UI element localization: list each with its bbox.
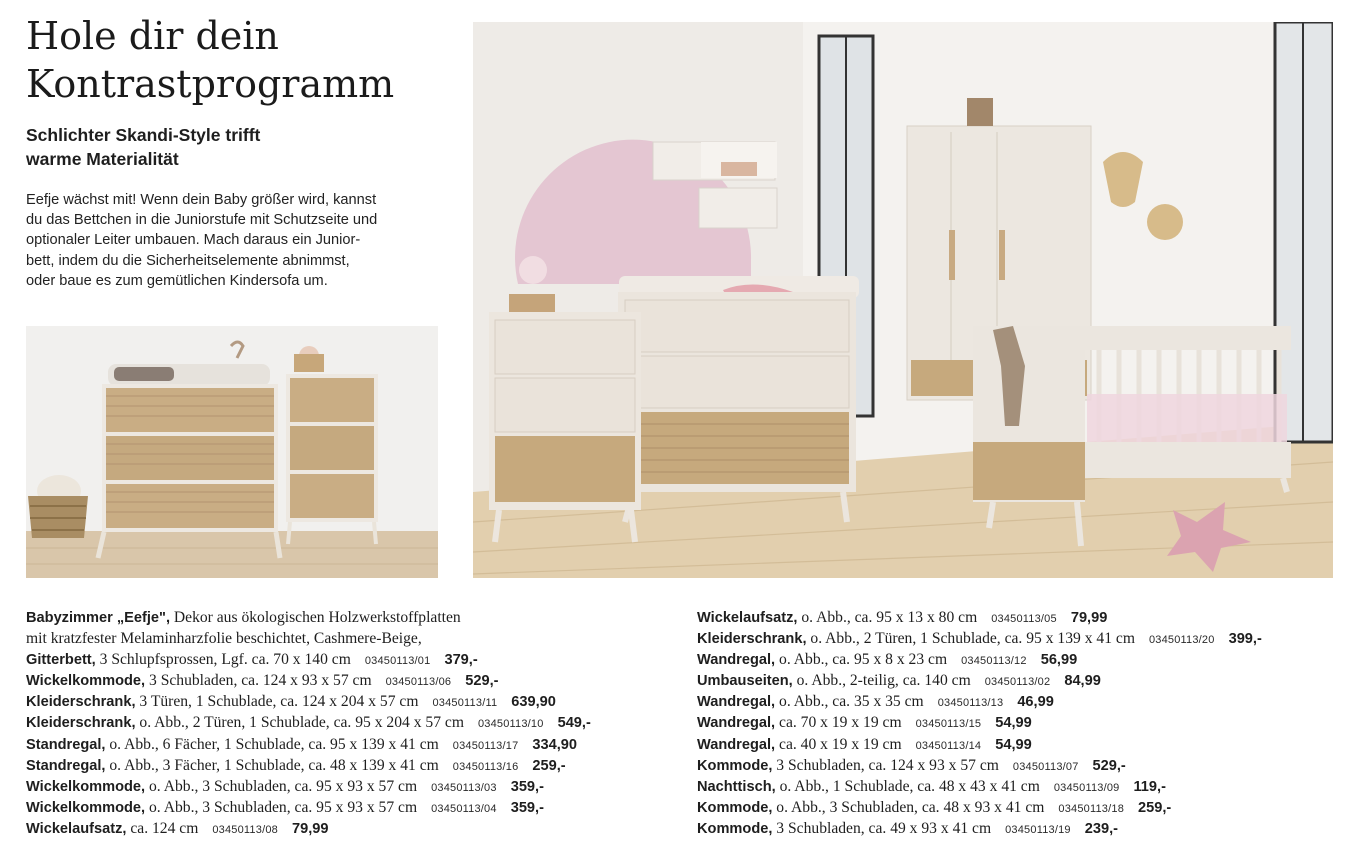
product-price: 529,-: [465, 673, 499, 690]
product-row: [697, 755, 1337, 776]
product-name: Wandregal,: [697, 652, 776, 669]
product-list-right: [697, 607, 1337, 839]
product-code: 03450113/12: [961, 655, 1027, 668]
collection-description-2: mit kratzfester Melaminharzfolie beschichtet, Cashmere-Beige,: [26, 630, 422, 648]
product-price: 549,-: [557, 715, 591, 732]
product-code: 03450113/07: [1012, 760, 1079, 773]
product-row: [26, 670, 676, 691]
product-code: 03450113/02: [984, 676, 1051, 689]
product-desc: ca. 70 x 19 x 19 cm: [775, 714, 902, 732]
intro-line: bett, indem du die Sicherheitselemente abnimmst,: [26, 252, 350, 269]
intro-line: optionaler Leiter umbauen. Mach daraus ein Junior-: [26, 232, 361, 249]
product-name: Kommode,: [697, 799, 773, 816]
product-desc: o. Abb., ca. 35 x 35 cm: [775, 693, 924, 711]
product-name: Kleiderschrank,: [26, 715, 136, 732]
product-price: 529,-: [1092, 757, 1126, 774]
product-name: Nachttisch,: [697, 778, 776, 795]
product-row: [697, 649, 1337, 670]
product-code: 03450113/13: [937, 697, 1004, 710]
product-price: 119,-: [1133, 778, 1166, 795]
collection-name: Babyzimmer „Eefje",: [26, 610, 170, 626]
product-name: Wickelkommode,: [26, 799, 146, 816]
product-desc: o. Abb., 3 Schubladen, ca. 95 x 93 x 57 cm: [145, 777, 418, 795]
product-code: 03450113/05: [991, 613, 1057, 625]
subheadline-line-1: Schlichter Skandi-Style trifft: [26, 125, 261, 145]
product-code: 03450113/17: [452, 739, 519, 752]
product-name: Wandregal,: [697, 736, 776, 753]
headline-line-1: Hole dir dein: [26, 14, 279, 58]
product-name: Standregal,: [26, 757, 106, 774]
product-name: Wickelkommode,: [26, 673, 146, 690]
collection-description-line: [26, 628, 676, 649]
product-price: 56,99: [1040, 652, 1078, 669]
product-name: Kommode,: [697, 820, 773, 837]
product-desc: o. Abb., 1 Schublade, ca. 48 x 43 x 41 cm: [775, 777, 1040, 795]
product-code: 03450113/15: [915, 718, 982, 731]
product-code: 03450113/14: [915, 739, 982, 752]
product-row: [697, 734, 1337, 755]
product-photo-dressers: [26, 326, 438, 578]
product-name: Kleiderschrank,: [697, 631, 807, 648]
subheadline-line-2: warme Materialität: [26, 149, 179, 169]
product-photo-nursery-room: [473, 22, 1333, 578]
product-desc: o. Abb., 3 Schubladen, ca. 48 x 93 x 41 cm: [772, 798, 1045, 816]
product-code: 03450113/01: [364, 655, 431, 668]
product-code: 03450113/20: [1148, 634, 1215, 647]
collection-description: Dekor aus ökologischen Holzwerkstoffplatten: [170, 609, 461, 626]
product-code: 03450113/06: [385, 676, 452, 689]
product-desc: o. Abb., 2-teilig, ca. 140 cm: [792, 672, 971, 690]
product-row: [697, 818, 1337, 839]
product-price: 334,90: [532, 736, 578, 753]
product-row: [697, 797, 1337, 818]
product-name: Umbauseiten,: [697, 673, 793, 690]
dressers-illustration: [26, 326, 438, 578]
intro-text: [26, 190, 446, 291]
product-code: 03450113/08: [212, 823, 278, 836]
product-desc: 3 Schubladen, ca. 124 x 93 x 57 cm: [145, 672, 372, 690]
product-row: [697, 712, 1337, 733]
collection-heading: [26, 607, 676, 628]
product-row: [697, 607, 1337, 628]
intro-line: oder baue es zum gemütlichen Kindersofa um.: [26, 272, 328, 289]
product-price: 79,99: [1070, 610, 1108, 626]
product-row: [26, 818, 676, 839]
product-price: 359,-: [510, 778, 544, 795]
product-row: [26, 649, 676, 670]
product-price: 79,99: [291, 820, 329, 837]
product-desc: o. Abb., 2 Türen, 1 Schublade, ca. 95 x 139 x 41 cm: [806, 630, 1135, 648]
product-row: [26, 755, 676, 776]
product-desc: o. Abb., 2 Türen, 1 Schublade, ca. 95 x 204 x 57 cm: [135, 714, 464, 732]
product-code: 03450113/09: [1053, 781, 1120, 794]
product-price: 639,90: [511, 694, 556, 711]
product-desc: o. Abb., 6 Fächer, 1 Schublade, ca. 95 x 139 x 41 cm: [105, 735, 439, 753]
product-price: 84,99: [1064, 673, 1101, 690]
product-desc: ca. 124 cm: [126, 819, 199, 837]
product-name: Gitterbett,: [26, 652, 96, 669]
product-name: Wickelaufsatz,: [697, 610, 798, 626]
product-name: Wandregal,: [697, 694, 776, 711]
product-row: [26, 691, 676, 712]
product-desc: 3 Schubladen, ca. 49 x 93 x 41 cm: [772, 819, 992, 837]
subheadline: [26, 123, 446, 171]
product-row: [26, 712, 676, 733]
product-row: [26, 776, 676, 797]
product-price: 54,99: [995, 736, 1032, 753]
product-price: 54,99: [995, 715, 1032, 732]
product-desc: 3 Schlupfsprossen, Lgf. ca. 70 x 140 cm: [95, 651, 351, 669]
product-desc: 3 Schubladen, ca. 124 x 93 x 57 cm: [772, 756, 999, 774]
product-price: 46,99: [1017, 694, 1054, 711]
intro-line: Eefje wächst mit! Wenn dein Baby größer wird, kannst: [26, 192, 377, 208]
product-price: 259,-: [532, 757, 566, 774]
product-price: 399,-: [1228, 631, 1262, 648]
product-code: 03450113/10: [477, 718, 544, 731]
product-name: Wickelaufsatz,: [26, 820, 127, 837]
product-code: 03450113/04: [431, 802, 497, 815]
product-code: 03450113/18: [1058, 802, 1125, 815]
product-row: [26, 734, 676, 755]
product-name: Wandregal,: [697, 715, 776, 732]
product-row: [697, 691, 1337, 712]
product-desc: 3 Türen, 1 Schublade, ca. 124 x 204 x 57 cm: [135, 693, 419, 711]
product-name: Wickelkommode,: [26, 778, 146, 795]
product-price: 379,-: [444, 652, 478, 669]
product-code: 03450113/03: [431, 781, 497, 794]
product-row: [697, 628, 1337, 649]
nursery-room-illustration: [473, 22, 1333, 578]
product-desc: o. Abb., ca. 95 x 8 x 23 cm: [775, 651, 948, 669]
headline-line-2: Kontrastprogramm: [26, 62, 395, 106]
product-name: Kommode,: [697, 757, 773, 774]
product-desc: o. Abb., 3 Fächer, 1 Schublade, ca. 48 x 139 x 41 cm: [105, 756, 439, 774]
product-desc: o. Abb., 3 Schubladen, ca. 95 x 93 x 57 cm: [145, 798, 418, 816]
page-title: [26, 12, 466, 108]
product-price: 259,-: [1138, 799, 1172, 816]
product-code: 03450113/16: [452, 760, 519, 773]
product-row: [26, 797, 676, 818]
product-name: Kleiderschrank,: [26, 694, 136, 711]
intro-line: du das Bettchen in die Juniorstufe mit Schutzseite und: [26, 212, 378, 229]
product-price: 359,-: [510, 799, 544, 816]
product-row: [697, 670, 1337, 691]
product-row: [697, 776, 1337, 797]
product-name: Standregal,: [26, 736, 106, 753]
product-code: 03450113/19: [1005, 823, 1071, 836]
product-price: 239,-: [1084, 820, 1118, 837]
product-code: 03450113/11: [432, 697, 498, 710]
product-desc: ca. 40 x 19 x 19 cm: [775, 735, 902, 753]
product-list-left: [26, 607, 676, 839]
product-desc: o. Abb., ca. 95 x 13 x 80 cm: [797, 609, 978, 626]
